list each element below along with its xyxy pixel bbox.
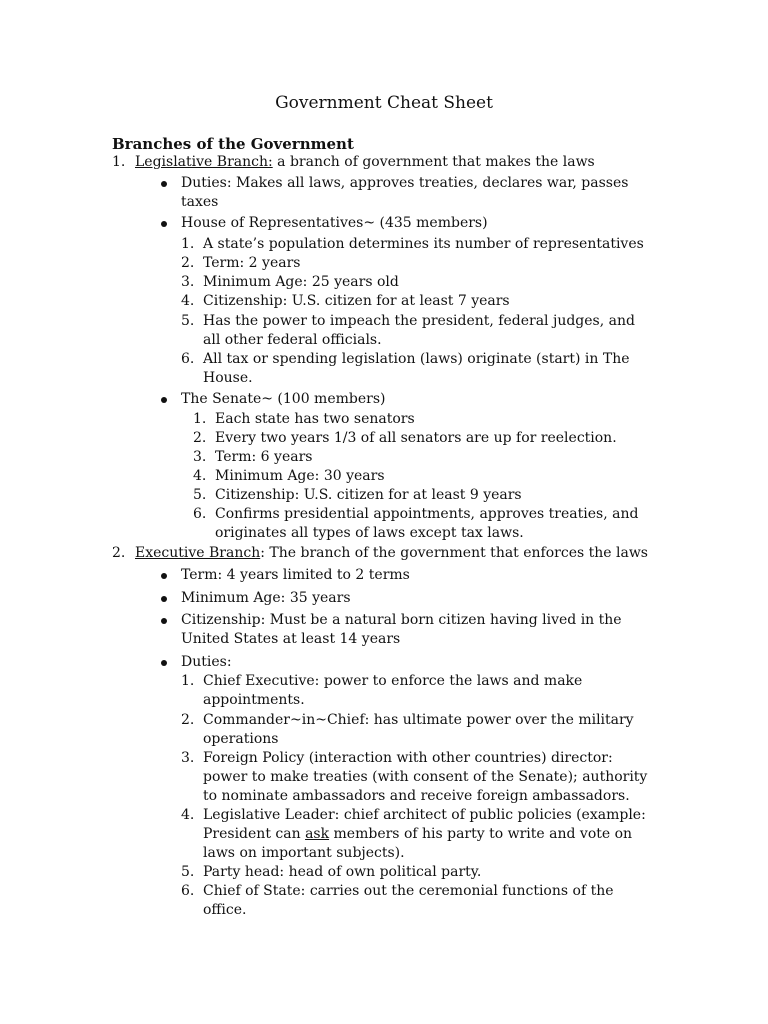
list-number: 6. xyxy=(181,883,195,899)
duty-item xyxy=(203,825,632,844)
duties-label: Duties: xyxy=(181,654,232,670)
senate-label: The Senate~ (100 members) xyxy=(181,391,386,407)
senate-item: Term: 6 years xyxy=(215,449,313,465)
house-item: A state’s population determines its number of representatives xyxy=(203,236,644,252)
bullet xyxy=(161,397,167,403)
duty-item: Commander~in~Chief: has ultimate power over the military xyxy=(203,712,634,728)
senate-item: Each state has two senators xyxy=(215,411,415,427)
senate-item: Confirms presidential appointments, approves treaties, and xyxy=(215,506,639,522)
senate-item: Minimum Age: 30 years xyxy=(215,468,385,484)
duties-line: taxes xyxy=(181,194,219,210)
house-item: Has the power to impeach the president, federal judges, and xyxy=(203,313,635,329)
duties-line: Duties: Makes all laws, approves treaties, declares war, passes xyxy=(181,175,629,191)
house-item: All tax or spending legislation (laws) originate (start) in The xyxy=(203,351,630,367)
emphasis-ask: ask xyxy=(305,826,330,842)
bullet xyxy=(161,618,167,624)
house-item: Citizenship: U.S. citizen for at least 7 years xyxy=(203,293,510,309)
section-heading: Branches of the Government xyxy=(112,135,354,153)
duty-text: President can xyxy=(203,826,306,842)
list-number: 5. xyxy=(181,313,195,329)
duty-item: power to make treaties (with consent of the Senate); authority xyxy=(203,769,648,785)
branch-number: 2. xyxy=(112,545,126,561)
bullet xyxy=(161,573,167,579)
list-number: 2. xyxy=(193,430,207,446)
duty-item: appointments. xyxy=(203,692,305,708)
duty-item: to nominate ambassadors and receive foreign ambassadors. xyxy=(203,788,630,804)
list-number: 6. xyxy=(193,506,207,522)
senate-item: Every two years 1/3 of all senators are up for reelection. xyxy=(215,430,617,446)
list-number: 4. xyxy=(193,468,207,484)
branch-number: 1. xyxy=(112,154,126,170)
branch-heading-executive xyxy=(135,544,648,563)
min-age-line: Minimum Age: 35 years xyxy=(181,590,351,606)
bullet xyxy=(161,181,167,187)
list-number: 1. xyxy=(181,236,195,252)
list-number: 5. xyxy=(181,864,195,880)
duty-item: Legislative Leader: chief architect of public policies (example: xyxy=(203,807,646,823)
senate-item: Citizenship: U.S. citizen for at least 9 years xyxy=(215,487,522,503)
senate-item: originates all types of laws except tax laws. xyxy=(215,525,524,541)
branch-description: a branch of government that makes the laws xyxy=(272,154,595,170)
citizenship-line: United States at least 14 years xyxy=(181,631,401,647)
citizenship-line: Citizenship: Must be a natural born citizen having lived in the xyxy=(181,612,622,628)
branch-name: Legislative Branch: xyxy=(135,154,273,170)
branch-heading-legislative xyxy=(135,153,595,172)
duty-item: laws on important subjects). xyxy=(203,845,405,861)
term-line: Term: 4 years limited to 2 terms xyxy=(181,567,410,583)
duty-item: Party head: head of own political party. xyxy=(203,864,482,880)
bullet xyxy=(161,596,167,602)
bullet xyxy=(161,221,167,227)
list-number: 4. xyxy=(181,293,195,309)
list-number: 4. xyxy=(181,807,195,823)
list-number: 2. xyxy=(181,712,195,728)
house-label: House of Representatives~ (435 members) xyxy=(181,215,488,231)
duty-item: office. xyxy=(203,902,247,918)
duty-item: Chief Executive: power to enforce the laws and make xyxy=(203,673,583,689)
bullet xyxy=(161,660,167,666)
list-number: 5. xyxy=(193,487,207,503)
document-title: Government Cheat Sheet xyxy=(275,93,493,113)
duty-item: Chief of State: carries out the ceremonial functions of the xyxy=(203,883,614,899)
list-number: 6. xyxy=(181,351,195,367)
duty-text: members of his party to write and vote on xyxy=(329,826,633,842)
branch-description: : The branch of the government that enforces the laws xyxy=(260,545,648,561)
house-item: Minimum Age: 25 years old xyxy=(203,274,399,290)
duty-item: operations xyxy=(203,731,279,747)
list-number: 3. xyxy=(193,449,207,465)
branch-name: Executive Branch xyxy=(135,545,261,561)
list-number: 2. xyxy=(181,255,195,271)
house-item: Term: 2 years xyxy=(203,255,301,271)
house-item: all other federal officials. xyxy=(203,332,382,348)
list-number: 1. xyxy=(181,673,195,689)
house-item: House. xyxy=(203,370,253,386)
list-number: 1. xyxy=(193,411,207,427)
list-number: 3. xyxy=(181,274,195,290)
duty-item: Foreign Policy (interaction with other countries) director: xyxy=(203,750,613,766)
list-number: 3. xyxy=(181,750,195,766)
